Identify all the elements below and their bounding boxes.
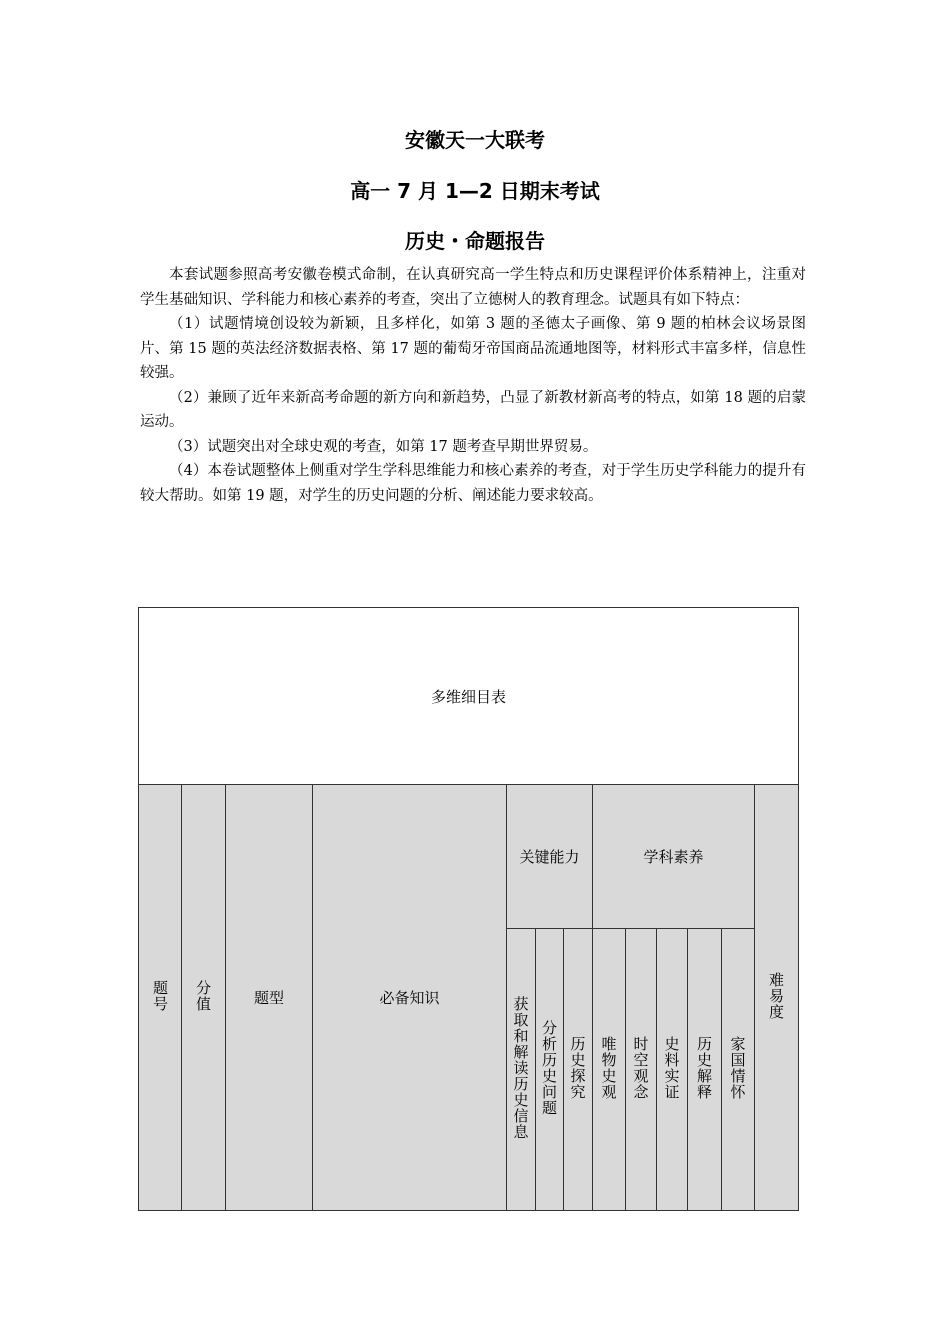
header-type: 题型	[226, 785, 313, 1211]
specification-table	[138, 607, 799, 1211]
header-knowledge: 必备知识	[313, 785, 507, 1211]
header-number	[139, 785, 182, 1211]
intro-paragraph: 本套试题参照高考安徽卷模式命制，在认真研究高一学生特点和历史课程评价体系精神上，注重对学生基础知识、学科能力和核心素养的考查，突出了立德树人的教育理念。试题具有如下特点：	[140, 267, 806, 308]
col-ability-3	[564, 929, 593, 1211]
report-body	[140, 263, 806, 508]
report-title: 安徽天一大联考	[405, 128, 545, 152]
feature-point-1: （1）试题情境创设较为新颖，且多样化，如第 3 题的圣德太子画像、第 9 题的柏林会议场景图片、第 15 题的英法经济数据表格、第 17 题的葡萄牙帝国商品流通地图等，材料形式丰富多样，信息性较强。	[140, 316, 806, 381]
literacy-3-label: 史料实证	[662, 1035, 681, 1100]
literacy-1-label: 唯物史观	[599, 1035, 618, 1100]
header-number-text	[147, 980, 173, 1012]
table-caption: 多维细目表	[139, 608, 799, 785]
header-key-ability: 关键能力	[507, 785, 593, 929]
feature-point-4: （4）本卷试题整体上侧重对学生学科思维能力和核心素养的考查，对于学生历史学科能力的提升有较大帮助。如第 19 题，对学生的历史问题的分析、阐述能力要求较高。	[140, 463, 806, 504]
col-literacy-1	[593, 929, 626, 1211]
report-subtitle: 历史・命题报告	[405, 229, 545, 253]
header-difficulty	[755, 785, 799, 1211]
feature-point-2: （2）兼顾了近年来新高考命题的新方向和新趋势，凸显了新教材新高考的特点，如第 18 题的启蒙运动。	[140, 389, 806, 430]
feature-point-3: （3）试题突出对全球史观的考查，如第 17 题考查早期世界贸易。	[169, 438, 598, 455]
ability-2-label: 分析历史问题	[540, 1019, 558, 1116]
col-literacy-4	[688, 929, 722, 1211]
col-literacy-5	[722, 929, 755, 1211]
header-score	[182, 785, 226, 1211]
col-ability-2	[536, 929, 564, 1211]
col-ability-1	[507, 929, 536, 1211]
exam-title: 高一 7 月 1—2 日期末考试	[350, 179, 600, 203]
ability-1-label: 获取和解读历史信息	[511, 995, 530, 1140]
literacy-5-label: 家国情怀	[728, 1035, 747, 1100]
ability-3-label: 历史探究	[568, 1035, 587, 1100]
header-literacy: 学科素养	[593, 785, 755, 929]
literacy-4-label: 历史解释	[695, 1035, 713, 1100]
col-literacy-3	[657, 929, 688, 1211]
number-label: 题号	[151, 979, 169, 1012]
score-label: 分值	[194, 979, 212, 1012]
literacy-2-label: 时空观念	[631, 1035, 650, 1100]
difficulty-label: 难易度	[767, 971, 786, 1020]
col-literacy-2	[626, 929, 657, 1211]
